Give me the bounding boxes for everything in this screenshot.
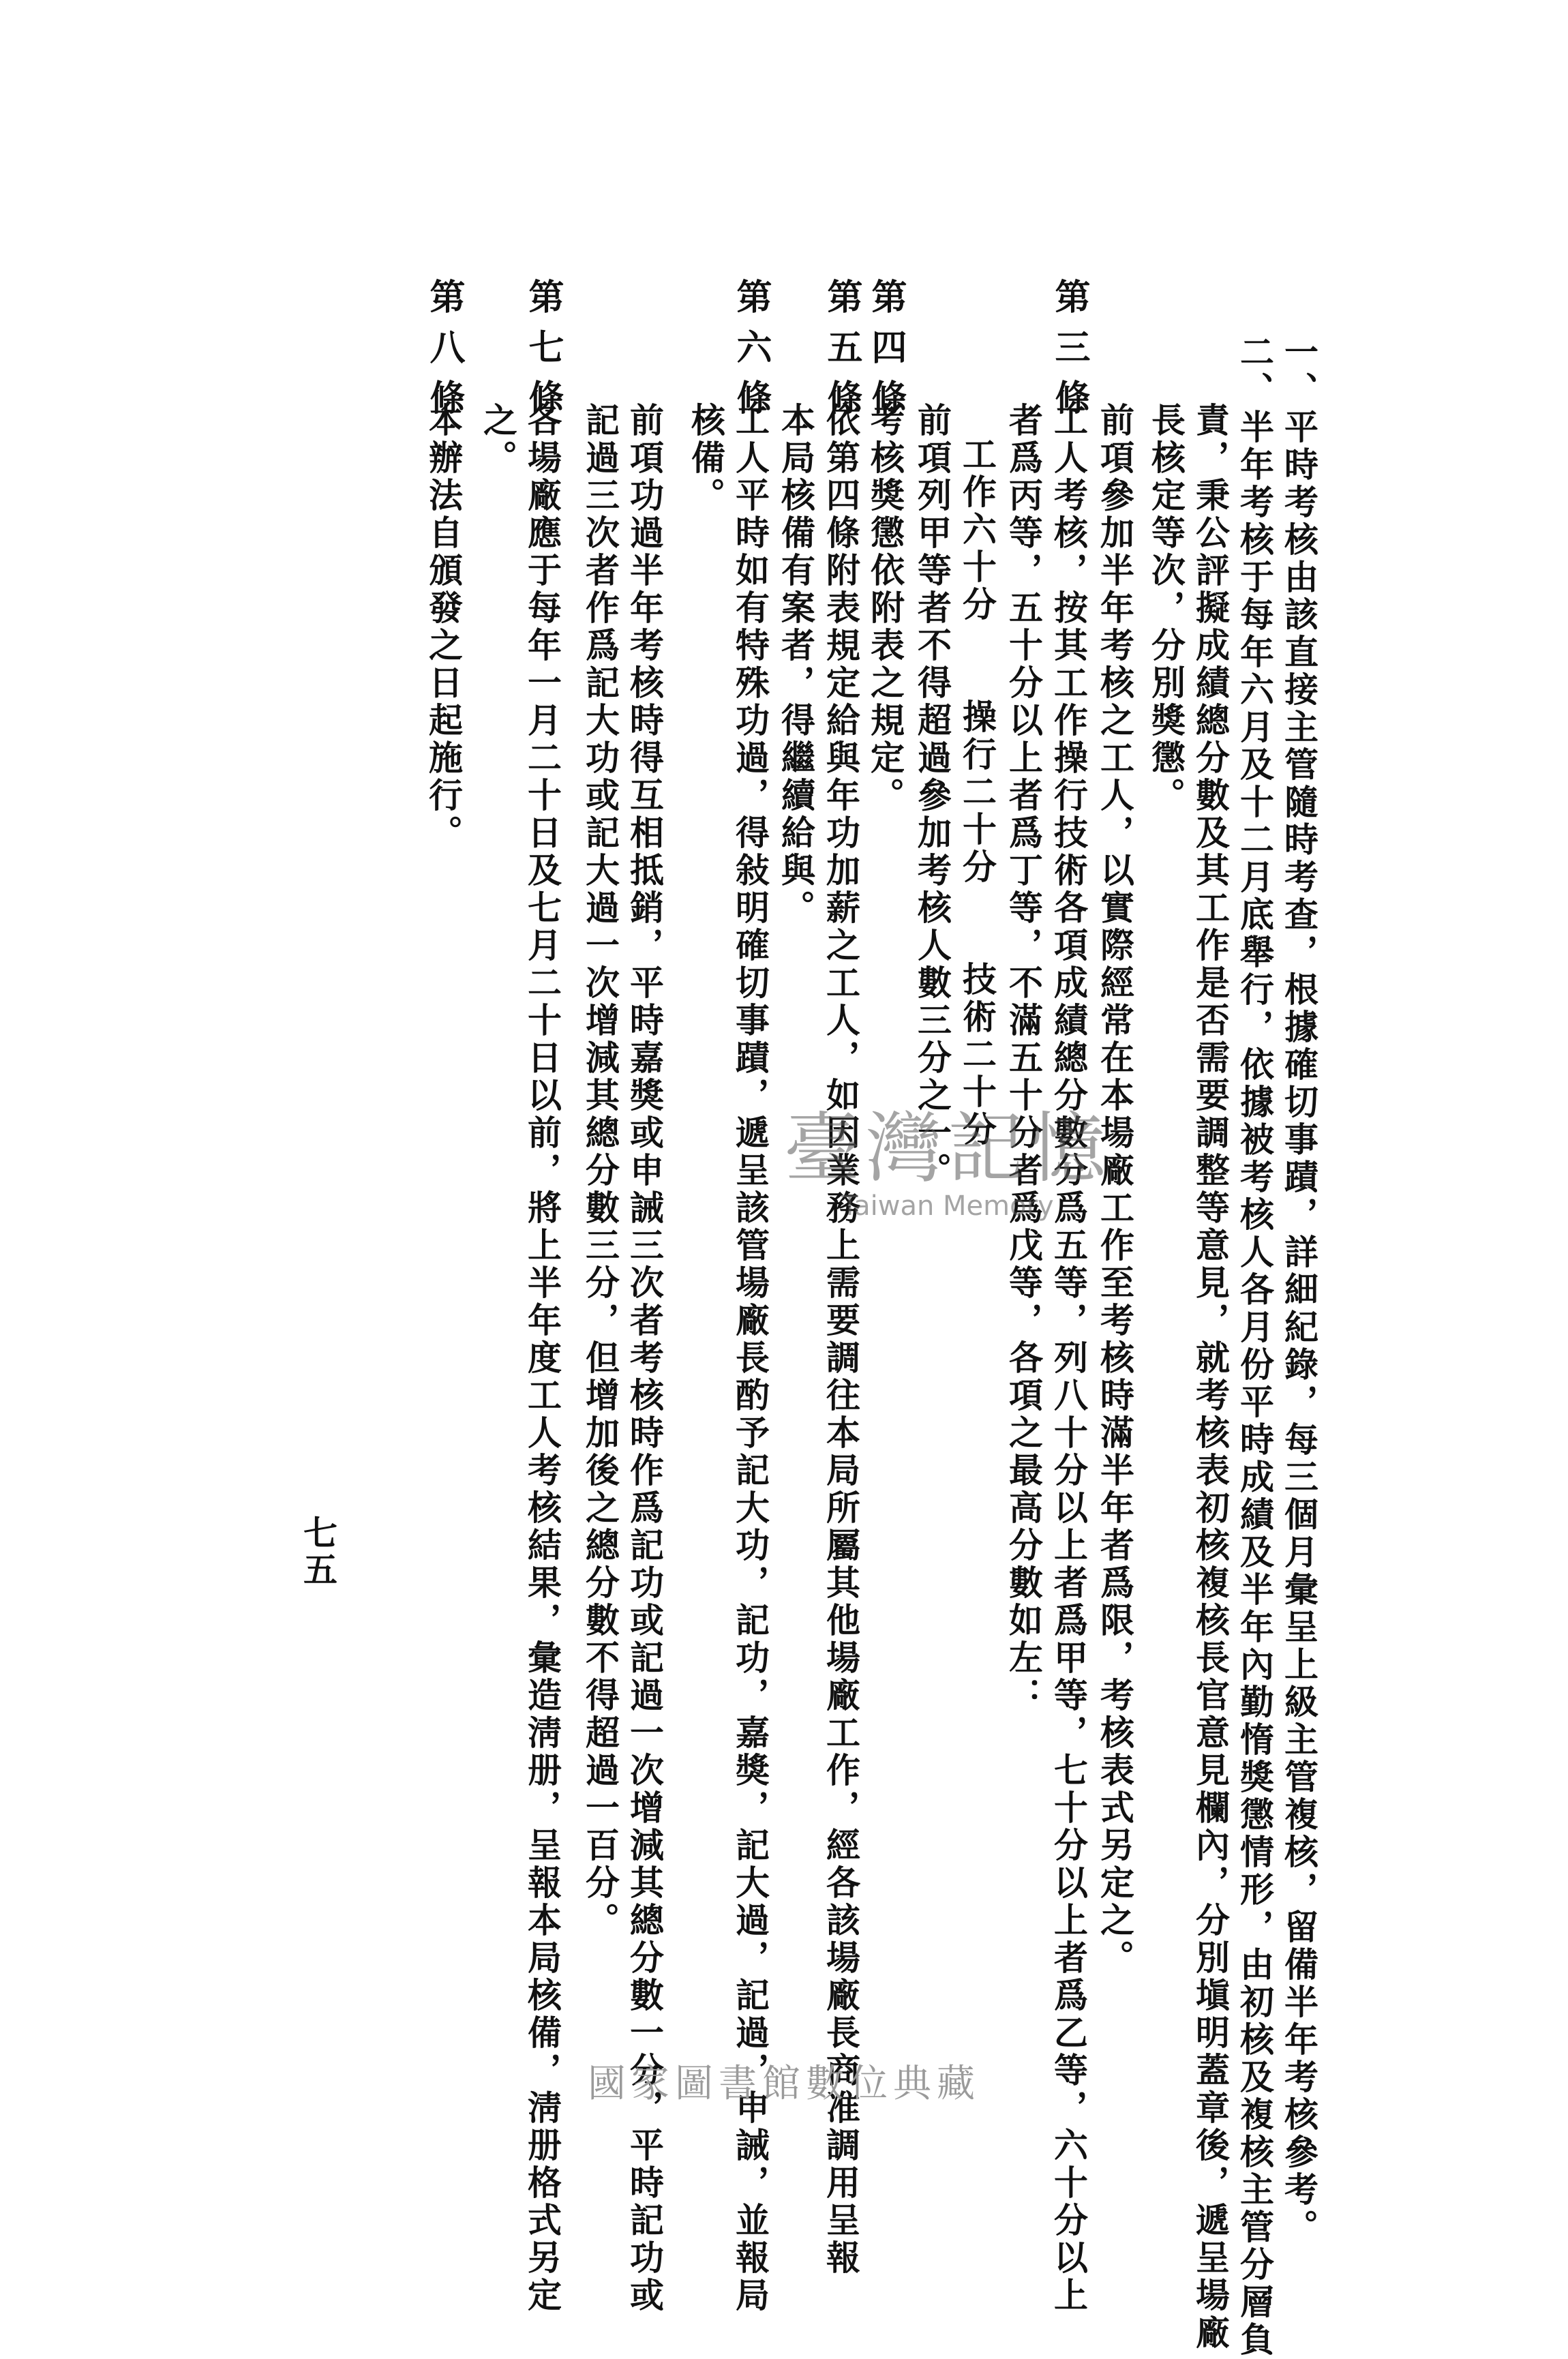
text-column: 工人平時如有特殊功過，得敍明確切事蹟，遞呈該管場廠長酌予記大功，記功，嘉獎，記大過，記過，申誡，並報局 (730, 402, 770, 2315)
article-label: 第四條 (865, 278, 907, 430)
text-column: 二、半年考核于每年六月及十二月底舉行，依據被考核人各月份平時成績及半年內勤惰獎懲情形，由初核及複核主管分層負 (1235, 334, 1275, 2359)
text-column: 一、平時考核由該直接主管隨時考查，根據確切事蹟，詳細紀錄，每三個月彙呈上級主管複核，留備半年考核參考。 (1279, 334, 1319, 2247)
text-column: 工人考核，按其工作操行技術各項成績總分數分爲五等，列八十分以上者爲甲等，七十分以上者爲乙等，六十分以上 (1049, 402, 1089, 2315)
text-column: 核備。 (686, 402, 726, 515)
article-label: 第七條 (522, 278, 564, 430)
article-label: 第五條 (821, 278, 862, 430)
text-column: 前項列甲等者不得超過參加考核人數三分之一。 (912, 402, 952, 1190)
text-column: 本局核備有案者，得繼續給與。 (776, 402, 816, 927)
text-column: 前項功過半年考核時得互相抵銷，平時嘉獎或申誡三次者考核時作爲記功或記過一次增減其總分數一分，平時記功或 (624, 402, 665, 2315)
text-column: 本辦法自頒發之日起施行。 (423, 402, 464, 852)
watermark-english: Taiwan Memory (841, 1190, 1054, 1222)
article-label: 第八條 (423, 278, 465, 430)
article-label: 第三條 (1049, 278, 1090, 430)
text-column: 者爲丙等，五十分以上者爲丁等，不滿五十分者爲戊等，各項之最高分數如左： (1004, 402, 1044, 1715)
footer-archive-label: 國家圖書館數位典藏 (588, 2062, 980, 2106)
watermark-logo (784, 1087, 1111, 1222)
page-number: 七五 (298, 1515, 338, 1589)
text-column: 長核定等次，分別獎懲。 (1146, 402, 1186, 815)
text-column: 責，秉公評擬成績總分數及其工作是否需要調整等意見，就考核表初核複核長官意見欄內，分別塡明蓋章後，遞呈場廠 (1190, 402, 1231, 2352)
text-column: 依第四條附表規定給與年功加薪之工人，如因業務上需要調往本局所屬其他場廠工作，經各該場廠長商准調用呈報 (821, 402, 861, 2277)
article-label: 第六條 (730, 278, 772, 430)
text-column: 考核獎懲依附表之規定。 (865, 402, 905, 815)
text-column: 之。 (478, 402, 518, 477)
text-column: 前項參加半年考核之工人，以實際經常在本場廠工作至考核時滿半年者爲限，考核表式另定之。 (1095, 402, 1135, 1977)
watermark-chinese: 臺灣記憶 (784, 1105, 1111, 1193)
text-column: 各場廠應于每年一月二十日及七月二十日以前，將上半年度工人考核結果，彙造淸册，呈報本局核備，淸册格式另定 (522, 402, 562, 2315)
text-column: 記過三次者作爲記大功或記大過一次增減其總分數三分，但增加後之總分數不得超過一百分。 (580, 402, 620, 1940)
text-column: 工作六十分 操行二十分 技術二十分 (957, 436, 997, 1149)
